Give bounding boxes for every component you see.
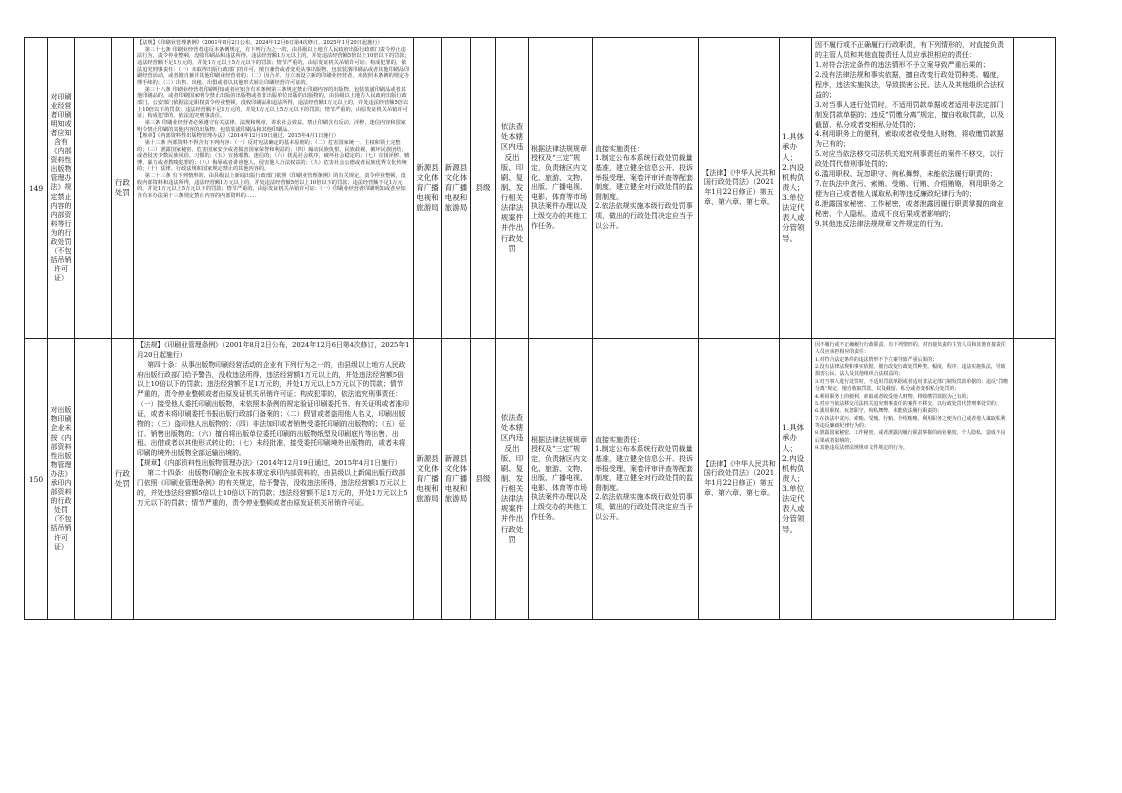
handling-unit: 新源县文化体育广播电视和旅游局 (442, 38, 471, 339)
enforcement-list-table (24, 37, 1056, 620)
item-name: 对出版物印刷企业未按《内部资料性出版物管理办法》承印内部资料的行政处罚（不包括吊销许可证） (48, 339, 75, 620)
basis-paragraph: 第四十条：从事出版物印刷经营活动的企业有下列行为之一的，由县级以上地方人民政府出版行政部门给予警告，没收违法所得，违法经营额1万元以上的，并处违法经营额5倍以上10倍以下的罚款；违法经营额不足1万元的，并处1万元以上5万元以下的罚款；情节严重的，责令停业整顿或者由原发证机关吊销许可证；构成犯罪的，依法追究刑事责任：（一）接受他人委托印刷出版物，未依照本条例的规定验证印刷委托书、有关证明或者准印证，或者未将印刷委托书报出版行政部门备案的；（二）假冒或者盗用他人名义，印刷出版物的；（三）盗印他人出版物的；（四）非法加印或者销售受委托印刷的出版物的；（五）征订、销售出版物的；（六）擅自将出版单位委托印刷的出版物纸型及印刷底片等出售、出租、出借或者以其他形式转让的；（七）未经批准，接受委托印刷境外出版物的，或者未将印刷的境外出版物全部运输出境的。 (137, 360, 409, 458)
liability-line: 5.对应当依法移交司法机关追究刑事责任的案件不移交，以行政处罚代替刑事处罚的； (815, 150, 1004, 169)
implementing-duties (593, 339, 699, 620)
liability-line: 6.滥用职权、玩忽职守、徇私舞弊，未能依法履行职责的； (815, 408, 942, 415)
basis-paragraph: 【规章】《内部资料性出版物管理办法》（2014年12月19日通过，2015年4月1日施行） (137, 133, 339, 140)
bearer-line: 1.具体承办人； (782, 423, 805, 453)
empty-cell (1014, 38, 1056, 339)
accountability-basis: 【法律】《中华人民共和国行政处罚法》（2021年1月22日修正）第五章、第六章、第七章。 (699, 339, 780, 620)
liability-line: 1.对符合法定条件的违法情形不予立案导致严重后果的； (815, 60, 990, 69)
table-row (25, 38, 1056, 339)
duty-line: 直接实施责任： (595, 144, 644, 153)
row-number: 149 (25, 38, 48, 339)
liability-line: 9.其他违反法律法规规章文件规定的行为。 (815, 445, 908, 452)
basis-paragraph: 【规章】《内部资料性出版物管理办法》（2014年12月19日通过，2015年4月1日施行） (137, 459, 402, 468)
legal-basis (134, 38, 414, 339)
liability-line: 因不履行或不正确履行行政职责，有下列情形的，对直接负责的主管人员和其他直接责任人员应承担相应的责任： (815, 342, 1006, 356)
bearer-line: 1.具体承办人； (782, 132, 805, 162)
liability-line: 7.在执法中贪污、索贿、受贿、行贿、介绍贿赂，利用职务之便为自己或者他人谋取私利等违反廉政纪律行为的； (815, 415, 1006, 429)
basis-paragraph: 第三十八条 印刷业经营者印刷明知或者应知含有本条例第三条规定禁止印刷内容的出版物、包装装潢印刷品或者其他印刷品的，或者印刷国家明令禁止出版的出版物或者非出版单位出版的出版物的，由县级以上地方人民政府出版行政部门、公安部门依据法定职权责令停业整顿，没收印刷品和违法所得，违法经营额1万元以上的，并处违法经营额5倍以上10倍以下的罚款；违法经营额不足1万元的，并处1万元以上5万元以下的罚款；情节严重的，由原发证机关吊销许可证；构成犯罪的，依法追究刑事责任。 (137, 86, 409, 120)
basis-paragraph: 【法规】《印刷业管理条例》（2001年8月2日公布，2024年12月6日第4次修订，2025年1月20日起施行） (137, 40, 383, 46)
empty-cell (1014, 339, 1056, 620)
liability-line: 1.对符合法定条件的违法情形不予立案导致严重后果的； (815, 356, 938, 363)
responsibility-bearer (780, 38, 812, 339)
liability-line: 7.在执法中贪污、索贿、受贿、行贿、介绍贿赂，利用职务之便为自己或者他人谋取私利等违反廉政纪律行为的； (815, 180, 1004, 199)
duty-line: 1.制定公布本系统行政处罚裁量基准，建立健全信息公开、投诉举报受理、案卷评审评查等配套制度，建立健全对行政处罚的监督制度。 (595, 445, 693, 492)
liability-line: 2.没有法律法规和事实依据，擅自改变行政处罚种类、幅度，程序，违法实施执法，导致损害公民、法人及其他组织合法权益的； (815, 364, 1006, 378)
empty-cell (75, 38, 112, 339)
table-row (25, 339, 1056, 620)
item-category: 行政处罚 (112, 38, 134, 339)
legal-basis (134, 339, 414, 620)
basis-paragraph: 第十三条 内部资料不得含有下列内容：（一）反对宪法确定的基本原则的；（二）危害国家统一、主权和领土完整的；（三）泄露国家秘密、危害国家安全或者损害国家荣誉和利益的；（四）煽动民族仇恨、民族歧视，破坏民族团结，或者侵害少数民族风俗、习惯的；（五）宣扬邪教、迷信的；（六）扰乱社会秩序，破坏社会稳定的；（七）宣扬淫秽、赌博、暴力或者教唆犯罪的；（八）侮辱或者诽谤他人，侵害他人合法权益的；（九）危害社会公德或者民族优秀文化传统的；（十）法律、行政法规和国家规定禁止的其他内容的。 (137, 139, 410, 173)
exercise-level: 县级 (471, 339, 496, 620)
accepting-duties: 根据法律法规规章授权及“三定”规定，负责辖区内文化、旅游、文物、出版、广播电视、电影、体育等市场执法案件办理以及上级交办的其他工作任务。 (529, 38, 593, 339)
implementing-subject: 新源县文化体育广播电视和旅游局 (414, 38, 442, 339)
basis-paragraph: 【法规】《印刷业管理条例》（2001年8月2日公布，2024年12月6日第4次修订，2025年1月20日起施行） (137, 341, 410, 359)
exercise-level: 县级 (471, 38, 496, 339)
bearer-line: 3.单位法定代表人或分管领导。 (782, 193, 805, 243)
duty-line: 1.制定公布本系统行政处罚裁量基准，建立健全信息公开、投诉举报受理、案卷评审评查等配套制度，建立健全对行政处罚的监督制度。 (595, 154, 693, 201)
liability-line: 因不履行或不正确履行行政职责，有下列情形的，对直接负责的主管人员和其他直接责任人员应承担相应的责任： (815, 41, 1004, 59)
accountability-liability (812, 38, 1014, 339)
accountability-basis: 【法律】《中华人民共和国行政处罚法》（2021年1月22日修正）第五章、第六章、第七章。 (699, 38, 780, 339)
duty-line: 直接实施责任： (595, 435, 644, 444)
accepting-duties: 根据法律法规规章授权及“三定”规定，负责辖区内文化、旅游、文物、出版、广播电视、电影、体育等市场执法案件办理以及上级交办的其他工作任务。 (529, 339, 593, 620)
accountability-liability (812, 339, 1014, 620)
liability-line: 5.对应当依法移交司法机关追究刑事责任的案件不移交，以行政处罚代替刑事处罚的； (815, 400, 1001, 407)
liability-line: 4.利用职务上的便利，索取或者收受他人财物，将收缴罚款据为己有的； (815, 393, 972, 400)
liability-line: 6.滥用职权、玩忽职守、徇私舞弊，未能依法履行职责的； (815, 170, 997, 179)
basis-paragraph: 第三条 印刷业经营者必须遵守有关法律、法规和规章，讲求社会效益。禁止印刷含有反动、淫秽、迷信内容和国家明令禁止印刷的其他内容的出版物、包装装潢印刷品和其他印刷品。 (137, 119, 406, 133)
empty-cell (75, 339, 112, 620)
bearer-line: 3.单位法定代表人或分管领导。 (782, 484, 805, 534)
row-number: 150 (25, 339, 48, 620)
handling-unit: 新源县文化体育广播电视和旅游局 (442, 339, 471, 620)
bearer-line: 2.内设机构负责人； (782, 162, 805, 192)
liability-line: 9.其他违反法律法规规章文件规定的行为。 (815, 219, 948, 228)
duty-line: 2.依法依规实施本级行政处罚事项，做出的行政处罚决定应当予以公开。 (595, 202, 693, 230)
bearer-line: 2.内设机构负责人； (782, 453, 805, 483)
implementing-subject: 新源县文化体育广播电视和旅游局 (414, 339, 442, 620)
item-category: 行政处罚 (112, 339, 134, 620)
item-name: 对印刷业经营者印刷明知或者应知含有《内部资料性出版物管理办法》规定禁止内容的内部资料等行为的行政处罚（不包括吊销许可证） (48, 38, 75, 339)
implementing-duties (593, 38, 699, 339)
liability-line: 3.对当事人进行处罚时，不适用罚款单据或者适用非法定部门制发罚款单据的；违反“罚缴分离”规定，擅自收取罚款，以及截留、私分或者变相私分处罚的； (815, 378, 1009, 393)
exercise-scope: 依法查处本辖区内违反出版、印刷、复制、发行相关法律法规案件并作出行政处罚 (496, 38, 529, 339)
basis-paragraph: 第三十七条 印刷业经营者违反本条例规定，有下列行为之一的，由县级以上地方人民政府出版行政部门责令停止违法行为，责令停业整顿，没收印刷品和违法所得，违法经营额1万元以上的，并处违法经营额5倍以上10倍以下的罚款；违法经营额不足1万元的，并处1万元以上5万元以下的罚款；情节严重的，由原发证机关吊销许可证；构成犯罪的，依法追究刑事责任：（一）未取得出版行政部门的许可，擅自兼营或者变更从事出版物、包装装潢印刷品或者其他印刷品印刷经营活动，或者擅自兼并其他印刷业经营者的；（二）因合并、分立而设立新的印刷业经营者，未依照本条例的规定办理手续的；（三）出售、出租、出借或者以其他形式转让印刷经营许可证的。 (137, 46, 410, 86)
liability-line: 8.泄露国家秘密、工作秘密，或者泄露因履行职责掌握的商业秘密、个人隐私，造成不良后果或者影响的； (815, 430, 1006, 444)
duty-line: 2.依法依规实施本级行政处罚事项，做出的行政处罚决定应当予以公开。 (595, 493, 693, 521)
exercise-scope: 依法查处本辖区内违反出版、印刷、复制、发行相关法律法规案件并作出行政处罚 (496, 339, 529, 620)
liability-line: 2.没有法律法规和事实依据，擅自改变行政处罚种类、幅度，程序，违法实施执法，导致损害公民、法人及其他组织合法权益的； (815, 70, 1004, 99)
liability-line: 4.利用职务上的便利，索取或者收受他人财物，将收缴罚款据为己有的； (815, 130, 1004, 149)
basis-paragraph: 第二十四条：出版物印刷企业未按本规定承印内部资料的，由县级以上新闻出版行政部门依照《印刷业管理条例》的有关规定，给予警告，没收违法所得，违法经营额1万元以上的，并处违法经营额5倍以上10倍以下的罚款；违法经营额不足1万元的，并处1万元以上5万元以下的罚款；情节严重的，责令停业整顿或者由原发证机关吊销许可证。 (137, 468, 408, 507)
basis-paragraph: 第二十三条 有下列情形的，由县级以上新闻出版行政部门依照《印刷业管理条例》的有关规定，责令停业整顿，没收内部资料和违法所得，违法经营额1万元以上的，并处违法经营额5倍以上10倍以下的罚款；违法经营额不足1万元的，并处1万元以上5万元以下的罚款；情节严重的，由原发证机关吊销许可证：（一）印刷业经营者印刷明知或者应知含有本办法第十三条规定禁止内容的内部资料的…… (137, 173, 406, 200)
responsibility-bearer (780, 339, 812, 620)
liability-line: 3.对当事人进行处罚时，不适用罚款单据或者适用非法定部门制发罚款单据的；违反“罚缴分离”规定，擅自收取罚款，以及截留、私分或者变相私分处罚的； (815, 100, 1005, 129)
liability-line: 8.泄露国家秘密、工作秘密，或者泄露因履行职责掌握的商业秘密、个人隐私，造成不良后果或者影响的； (815, 200, 1004, 218)
